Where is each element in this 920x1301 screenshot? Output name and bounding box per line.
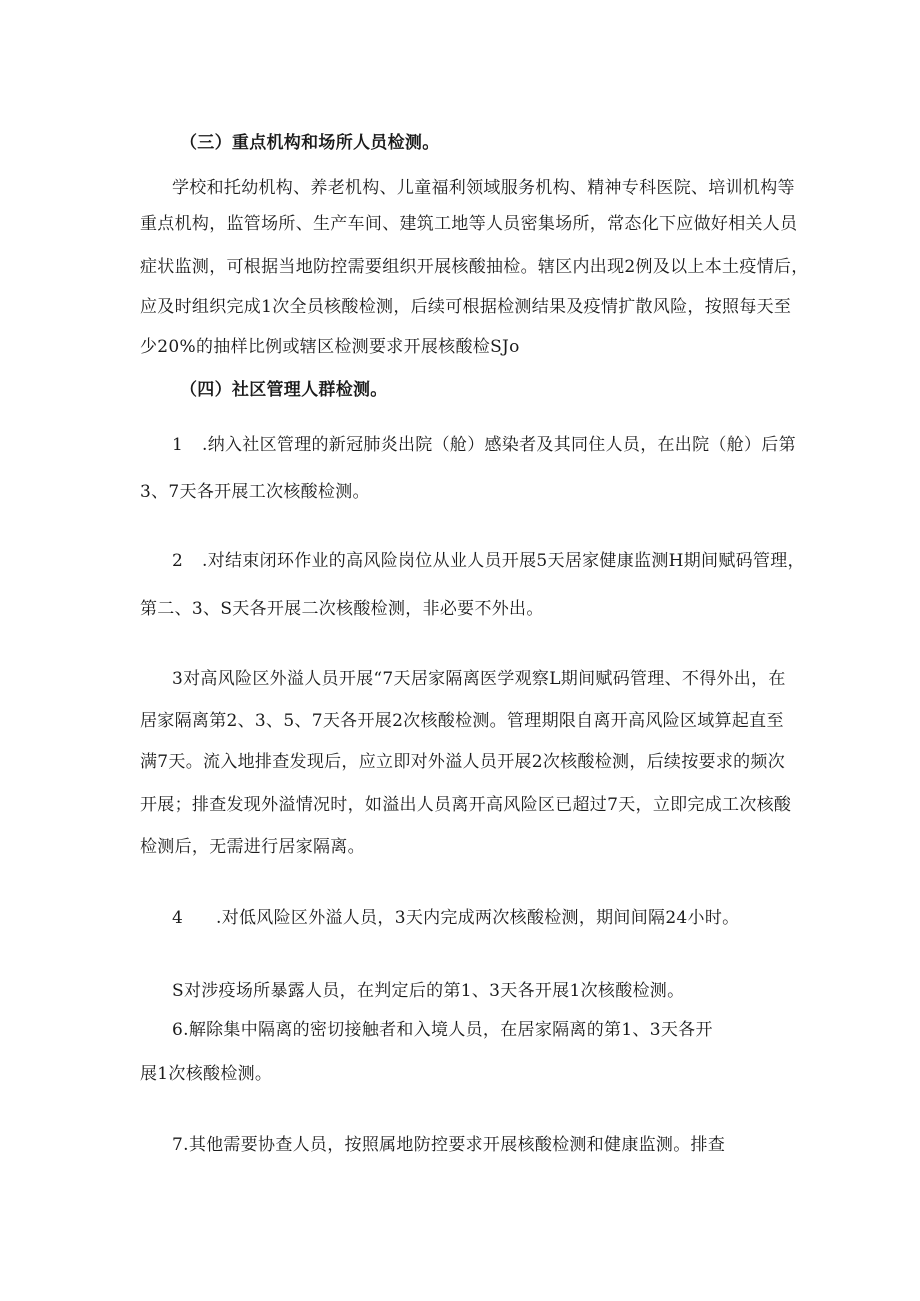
item-3-line-4: 开展；排查发现外溢情况时，如溢出人员离开高风险区已超过7天，立即完成工次核酸 xyxy=(140,795,792,815)
item-1-line-1 xyxy=(172,433,796,457)
item-1-number: 1 xyxy=(172,435,184,455)
item-2-line-1 xyxy=(172,549,805,573)
section-4-heading: （四）社区管理人群检测。 xyxy=(180,380,388,400)
item-4-text: .对低风险区外溢人员，3天内完成两次核酸检测，期间间隔24小时。 xyxy=(216,908,740,928)
item-6-line-1: 6.解除集中隔离的密切接触者和入境人员，在居家隔离的第1、3天各开 xyxy=(172,1020,713,1040)
item-2-text: .对结束闭环作业的高风险岗位从业人员开展5天居家健康监测H期间赋码管理， xyxy=(202,551,805,571)
item-4-number: 4 xyxy=(172,908,184,928)
section-3-line-2: 重点机构，监管场所、生产车间、建筑工地等人员密集场所，常态化下应做好相关人员 xyxy=(140,214,798,234)
item-4-line xyxy=(172,906,739,930)
section-3-heading: （三）重点机构和场所人员检测。 xyxy=(180,133,440,153)
item-3-line-5: 检测后，无需进行居家隔离。 xyxy=(140,837,365,857)
item-3-line-1: 3对高风险区外溢人员开展“7天居家隔离医学观察L期间赋码管理、不得外出，在 xyxy=(172,669,786,689)
item-3-line-3: 满7天。流入地排查发现后，应立即对外溢人员开展2次核酸检测，后续按要求的频次 xyxy=(140,752,786,772)
item-6-line-2: 展1次核酸检测。 xyxy=(140,1064,273,1084)
section-3-line-3: 症状监测，可根据当地防控需要组织开展核酸抽检。辖区内出现2例及以上本土疫情后， xyxy=(140,257,809,277)
section-3-line-1: 学校和托幼机构、养老机构、儿童福利领域服务机构、精神专科医院、培训机构等 xyxy=(172,178,795,198)
item-3-line-2: 居家隔离第2、3、5、7天各开展2次核酸检测。管理期限自离开高风险区域算起直至 xyxy=(140,711,784,731)
item-2-line-2: 第二、3、S天各开展二次核酸检测，非必要不外出。 xyxy=(140,599,544,619)
item-1-text: .纳入社区管理的新冠肺炎出院（舱）感染者及其同住人员，在出院（舱）后第 xyxy=(202,435,796,455)
item-1-line-2: 3、7天各开展工次核酸检测。 xyxy=(140,482,370,502)
item-5-line: S对涉疫场所暴露人员，在判定后的第1、3天各开展1次核酸检测。 xyxy=(172,981,685,1001)
section-3-line-5: 少20%的抽样比例或辖区检测要求开展核酸检SJo xyxy=(140,337,520,357)
section-3-line-4: 应及时组织完成1次全员核酸检测，后续可根据检测结果及疫情扩散风险，按照每天至 xyxy=(140,297,792,317)
item-7-line: 7.其他需要协查人员，按照属地防控要求开展核酸检测和健康监测。排查 xyxy=(172,1135,726,1155)
item-2-number: 2 xyxy=(172,551,184,571)
